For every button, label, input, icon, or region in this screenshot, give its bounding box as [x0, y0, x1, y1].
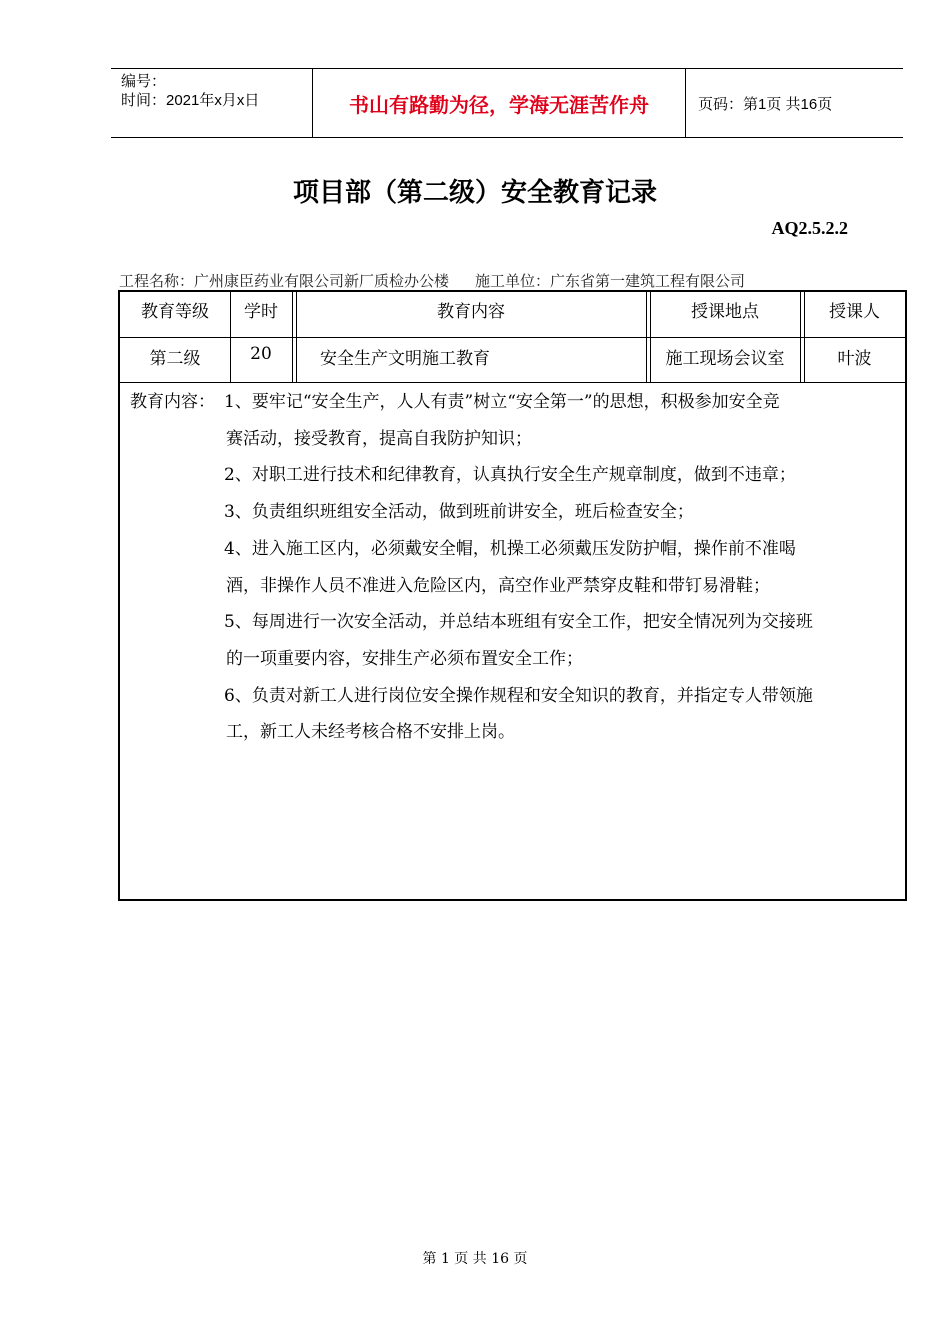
header-page-info: 页码：第1页 共16页 — [698, 95, 833, 113]
table-row-divider — [120, 382, 905, 383]
construction-unit: 施工单位：广东省第一建筑工程有限公司 — [475, 272, 746, 290]
list-item — [224, 531, 899, 604]
header-info-cell — [111, 69, 312, 137]
header-cell-hours: 学时 — [244, 302, 278, 322]
education-content — [120, 384, 905, 899]
item-text-cont: 工，新工人未经考核合格不安排上岗。 — [226, 722, 515, 743]
header-cell-content: 教育内容 — [437, 302, 505, 322]
list-item — [224, 384, 899, 457]
item-text: 1、要牢记“安全生产，人人有责”树立“安全第一”的思想，积极参加安全竞 — [224, 392, 780, 412]
header-cell-level: 教育等级 — [141, 302, 209, 322]
item-text: 4、进入施工区内，必须戴安全帽，机操工必须戴压发防护帽，操作前不准喝 — [224, 538, 796, 559]
table-col-divider — [292, 292, 293, 382]
page-footer: 第 1 页 共 16 页 — [422, 1251, 528, 1267]
serial-label: 编号： — [121, 73, 167, 90]
table-col-divider — [800, 292, 801, 382]
document-title: 项目部（第二级）安全教育记录 — [292, 178, 657, 208]
list-item — [224, 457, 899, 494]
item-text: 3、负责组织班组安全活动，做到班前讲安全，班后检查安全； — [224, 502, 694, 523]
page-header — [111, 68, 903, 138]
cell-location: 施工现场会议室 — [665, 349, 785, 369]
cell-content: 安全生产文明施工教育 — [320, 349, 490, 369]
project-name: 工程名称：广州康臣药业有限公司新厂质检办公楼 — [119, 272, 450, 290]
cell-teacher: 叶波 — [837, 349, 872, 369]
header-cell-location: 授课地点 — [691, 302, 759, 322]
table-col-divider — [646, 292, 647, 382]
header-slogan: 书山有路勤为径，学海无涯苦作舟 — [349, 92, 649, 117]
document-code: AQ2.5.2.2 — [771, 218, 848, 238]
list-item — [224, 604, 899, 677]
list-item — [224, 494, 899, 531]
item-text: 6、负责对新工人进行岗位安全操作规程和安全知识的教育，并指定专人带领施 — [224, 685, 813, 706]
item-text: 5、每周进行一次安全活动，并总结本班组有安全工作，把安全情况列为交接班 — [224, 612, 813, 633]
education-record-table — [118, 290, 907, 901]
item-text-cont: 赛活动，接受教育，提高自我防护知识； — [226, 428, 532, 449]
table-row-divider — [120, 337, 905, 338]
item-text-cont: 酒，非操作人员不准进入危险区内，高空作业严禁穿皮鞋和带钉易滑鞋； — [226, 575, 770, 596]
item-text: 2、对职工进行技术和纪律教育，认真执行安全生产规章制度，做到不违章； — [224, 465, 796, 486]
cell-level: 第二级 — [149, 349, 201, 369]
list-item — [224, 678, 899, 751]
content-label: 教育内容： — [130, 392, 215, 412]
project-meta — [119, 270, 745, 291]
item-text-cont: 的一项重要内容，安排生产必须布置安全工作； — [226, 648, 583, 669]
time-label: 时间：2021年x月x日 — [121, 92, 260, 109]
cell-hours: 20 — [250, 344, 272, 364]
header-cell-teacher: 授课人 — [829, 302, 880, 322]
